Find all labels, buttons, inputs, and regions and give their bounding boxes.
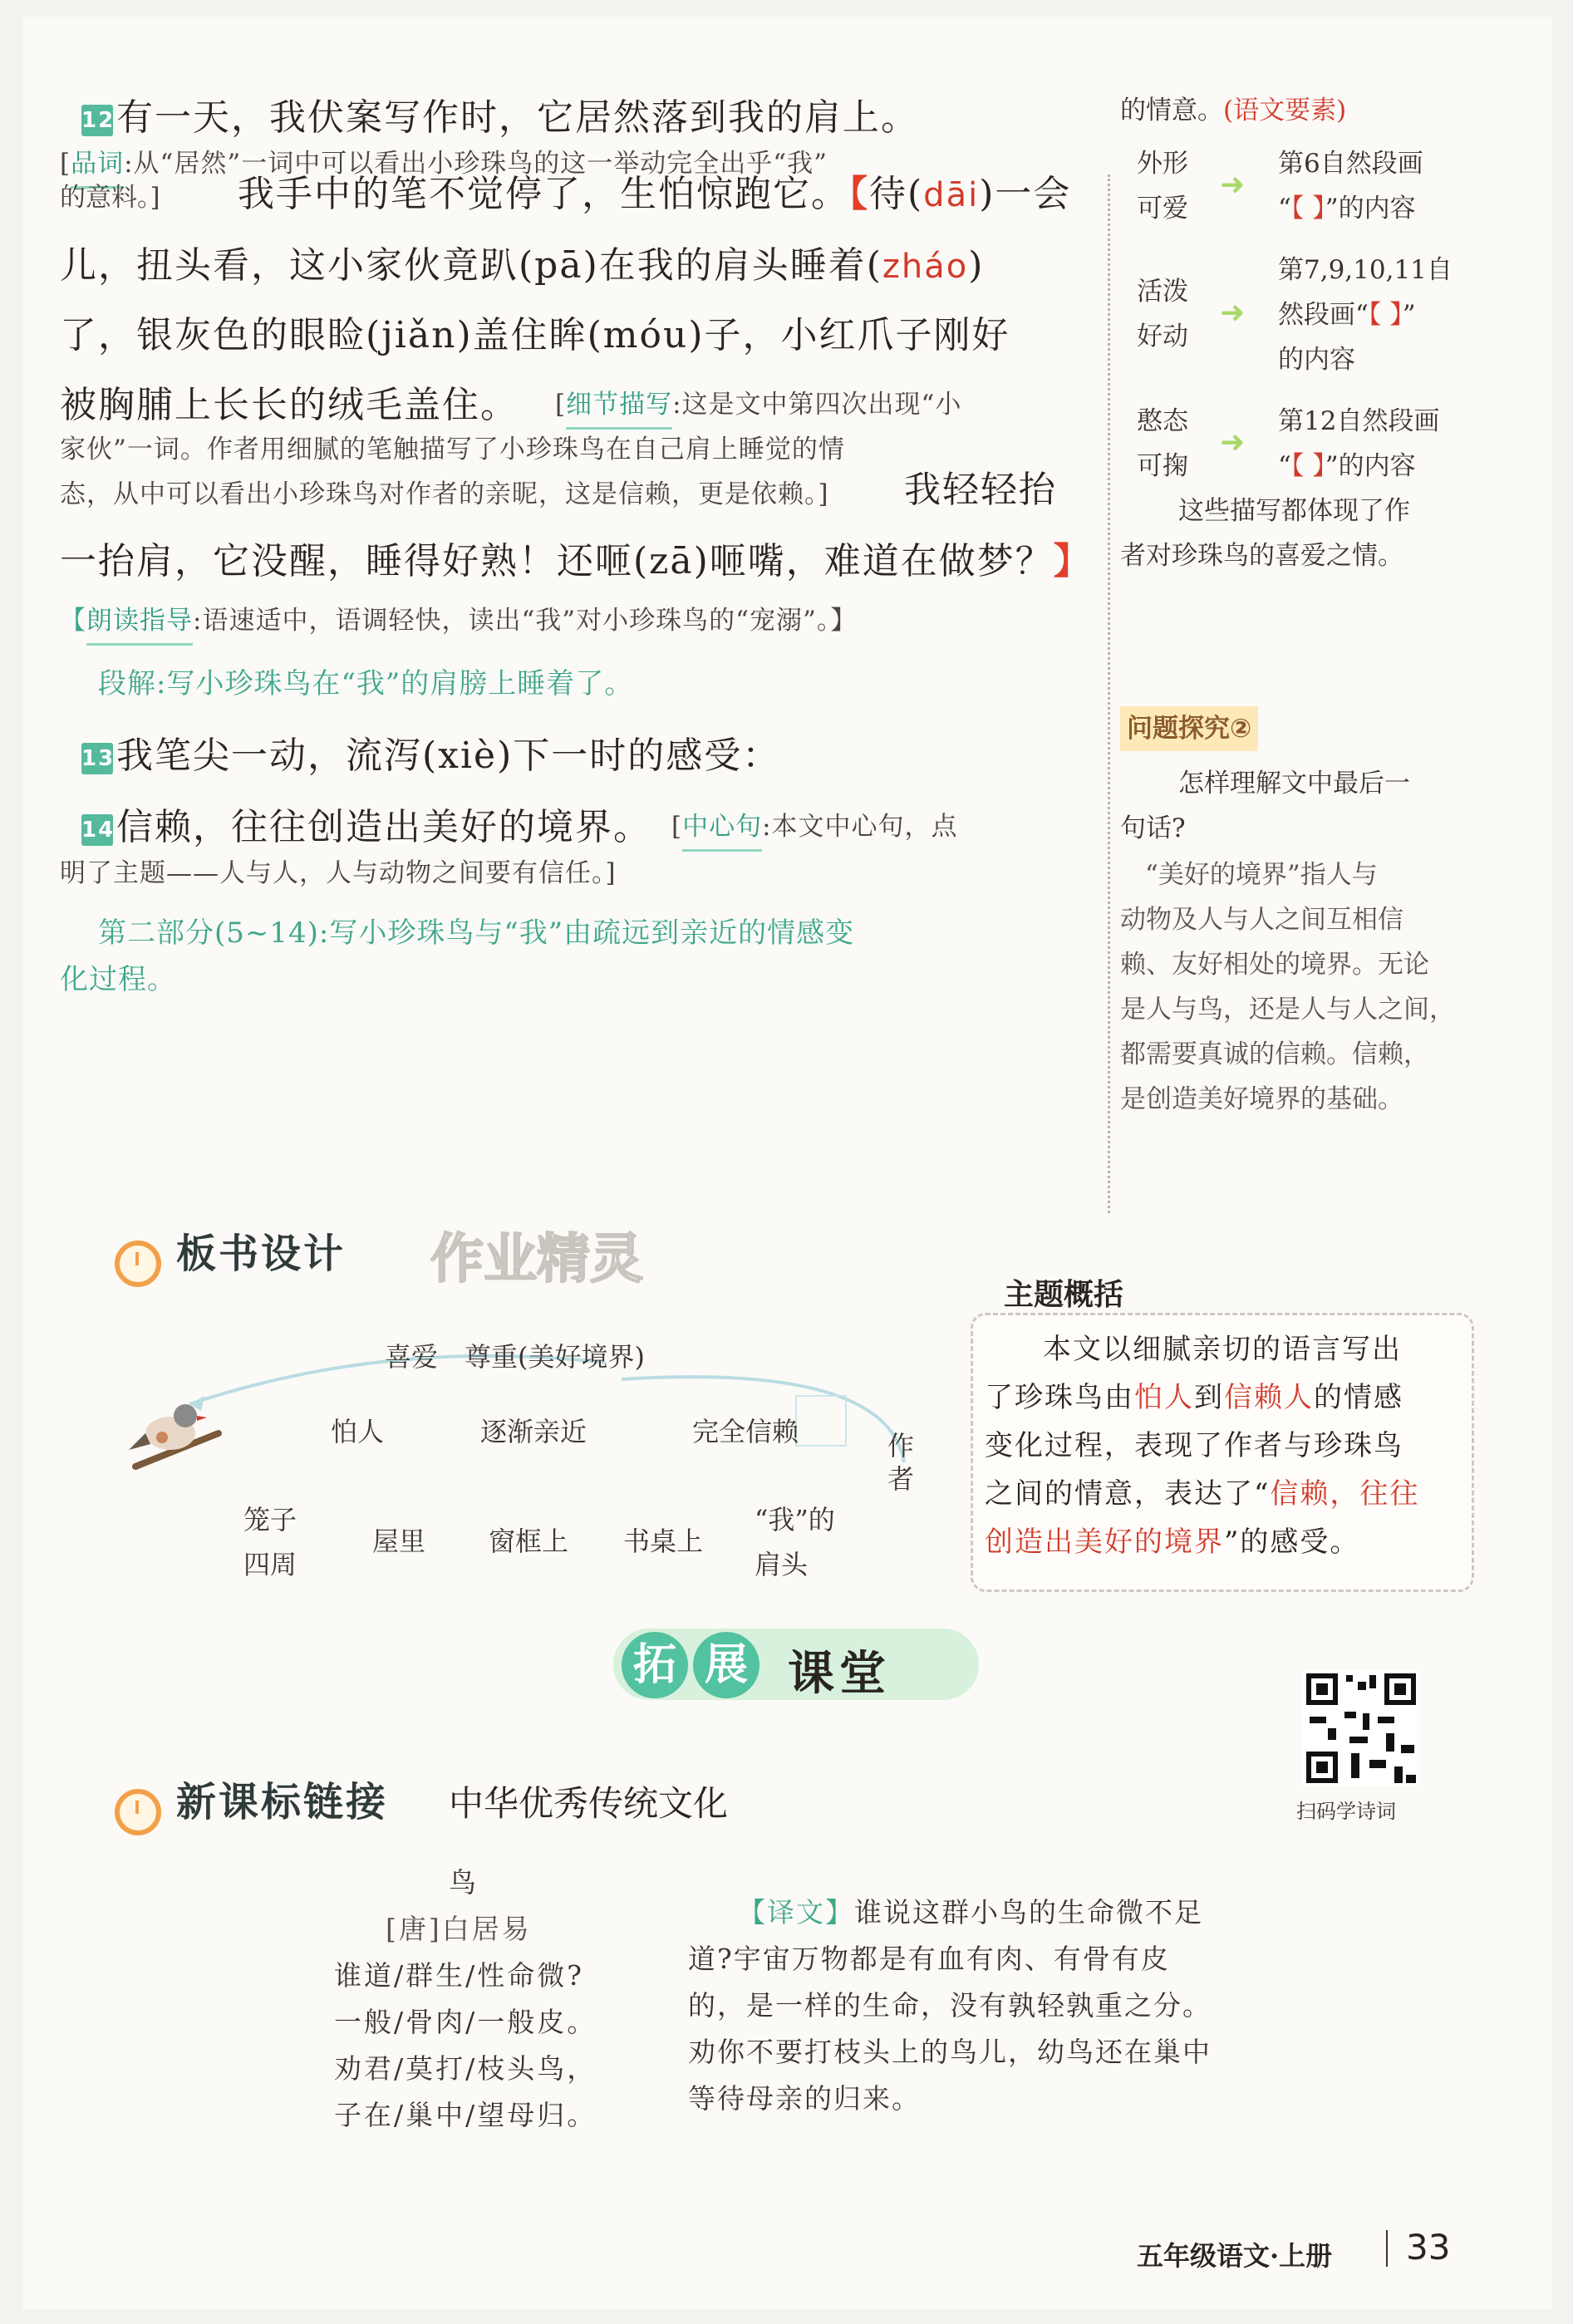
paragraph-number: 12 — [81, 105, 113, 136]
link-heading: 新课标链接 — [115, 1770, 388, 1835]
tag-reading: 朗读指导 — [86, 598, 193, 646]
board-bottom: 书桌上 — [623, 1526, 704, 1557]
board-bottom: 窗框上 — [489, 1526, 569, 1557]
answer-line: “美好的境界”指人与 — [1145, 860, 1378, 890]
board-bottom: 屋里 — [372, 1526, 426, 1557]
para14: 14信赖，往往创造出美好的境界。 — [81, 806, 651, 848]
banner-char: 展 — [693, 1632, 759, 1698]
note-center-2: 明了主题——人与人，人与动物之间要有信任。] — [60, 858, 617, 888]
qr-caption: 扫码学诗词 — [1296, 1800, 1396, 1823]
answer-line: 是人与鸟，还是人与人之间， — [1120, 995, 1455, 1024]
question-title: 问题探究② — [1120, 706, 1258, 751]
arrow-icon: ➜ — [1220, 296, 1246, 330]
footer-divider — [1386, 2230, 1388, 2267]
answer-line: 动物及人与人之间互相信 — [1120, 905, 1403, 935]
tag-center: 中心句 — [682, 804, 762, 852]
bird-icon — [127, 1388, 227, 1479]
board-bottom: “我”的肩头 — [755, 1504, 835, 1580]
banner-char: 拓 — [622, 1632, 688, 1698]
tag-detail: 细节描写 — [566, 382, 672, 430]
question-line2: 句话? — [1120, 813, 1186, 843]
poem-title: 鸟 — [449, 1866, 479, 1899]
board-heading: 板书设计 — [115, 1221, 346, 1287]
note-pinci-end: 的意料。] — [60, 183, 160, 213]
board-bottom: 笼子四周 — [243, 1504, 297, 1580]
expand-banner — [613, 1629, 979, 1712]
para12-line5b: 我轻轻抬 — [904, 469, 1057, 511]
para12-line1: 12有一天，我伏案写作时，它居然落到我的肩上。 — [81, 96, 919, 139]
duanjie: 段解:写小珍珠鸟在“我”的肩膀上睡着了。 — [98, 667, 634, 700]
para12-line3: 儿，扭头看，这小家伙竟趴(pā)在我的肩头睡着(zháo) — [60, 244, 985, 287]
note-detail-3: 态，从中可以看出小珍珠鸟对作者的亲昵，这是信赖，更是依赖。] — [60, 479, 829, 509]
para12-line2: 我手中的笔不觉停了，生怕惊跑它。【待(dāi)一会 — [238, 173, 1072, 215]
board-mid: 逐渐亲近 — [480, 1416, 587, 1447]
translation-line: 的，是一样的生命，没有孰轻孰重之分。 — [688, 1989, 1212, 2022]
board-mid: 怕人 — [331, 1416, 385, 1447]
part2-line1: 第二部分(5~14):写小珍珠鸟与“我”由疏远到亲近的情感变 — [98, 916, 855, 950]
footer-book: 五年级语文·上册 — [1137, 2240, 1333, 2272]
arrow-icon: ➜ — [1220, 168, 1246, 202]
note-center: [中心句:本文中心句，点 — [671, 804, 1104, 852]
translation-line1: 【译文】谁说这群小鸟的生命微不足 — [738, 1896, 1203, 1928]
translation-line: 劝你不要打枝头上的鸟儿，幼鸟还在巢中 — [688, 2036, 1212, 2068]
answer-line: 是创造美好境界的基础。 — [1120, 1084, 1403, 1114]
question-line1: 怎样理解文中最后一 — [1178, 769, 1410, 798]
board-author: 作者 — [887, 1430, 915, 1495]
poem-author: [唐]白居易 — [386, 1913, 532, 1945]
qr-code-icon[interactable] — [1303, 1670, 1419, 1786]
note-detail-2: 家伙”一词。作者用细腻的笔触描写了小珍珠鸟在自己肩上睡觉的情 — [60, 435, 845, 464]
para13: 13我笔尖一动，流泻(xiè)下一时的感受： — [81, 735, 781, 777]
theme-title: 主题概括 — [1004, 1271, 1123, 1320]
watermark: 作业精灵 — [430, 1229, 643, 1290]
side-top: 的情意。(语文要素) — [1120, 96, 1347, 125]
theme-box: 本文以细腻亲切的语言写出 了珍珠鸟由怕人到信赖人的情感 变化过程，表现了作者与珍珠鸟 之间的情意，表达了“信赖，往往 创造出美好的境界”的感受。 — [971, 1313, 1474, 1592]
para12-line5: 被胸脯上长长的绒毛盖住。 — [60, 384, 519, 426]
side-summary-1: 这些描写都体现了作 — [1178, 496, 1410, 526]
clock-icon — [115, 1789, 161, 1835]
page-number: 33 — [1406, 2227, 1451, 2267]
answer-line: 赖、友好相处的境界。无论 — [1120, 950, 1429, 980]
answer-line: 都需要真诚的信赖。信赖， — [1120, 1039, 1429, 1069]
para12-line4: 了，银灰色的眼睑(jiǎn)盖住眸(móu)子，小红爪子刚好 — [60, 314, 1010, 356]
clock-icon — [115, 1241, 161, 1287]
translation-line: 道?宇宙万物都是有血有肉、有骨有皮 — [688, 1943, 1170, 1975]
page: 12有一天，我伏案写作时，它居然落到我的肩上。 [品词:从“居然”一词中可以看出小珍珠鸟的这一举动完全出乎“我” 的意料。] 我手中的笔不觉停了，生怕惊跑它。【待(dāi)一会 儿，扭头看，这小家伙竟趴(pā)在我的肩头睡着(zháo) 了，银灰色的眼睑(jiǎn)盖住眸(móu)子，小红爪子刚好 被胸脯上长长的绒毛盖住。 [细节描写:这是文中第四次出现“小 家伙”一词。作者用细腻的笔触描写了小珍珠鸟在自己肩上睡觉的情 态，从中可以看出小珍珠鸟对作者的亲昵，这是信赖，更是依赖。] 我轻轻抬 一抬肩，它没醒，睡得好熟！还咂(zā)咂嘴，难道在做梦？】 【朗读指导:语速适中，语调轻快，读出“我”对小珍珠鸟的“宠溺”。】 段解:写小珍珠鸟在“我”的肩膀上睡着了。 13我笔尖一动，流泻(xiè)下一时的感受： 14信赖，往往创造出美好的境界。 [中心句:本文中心句，点 明了主题——人与人，人与动物之间要有信任。] 第二部分(5~14):写小珍珠鸟与“我”由疏远到亲近的情感变 化过程。 的情意。(语文要素) 外形 可爱 ➜ 第6自然段画 “【 】”的内容 活泼 好动 ➜ 第7,9,10,11自 然段画“【 】” 的内容 憨态 可掬 ➜ 第12自然段画 “【 】”的内容 这些描写都体现了作 者对珍珠鸟的喜爱之情。 问题探究② 怎样理解文中最后一 句话? “美好的境界”指人与 动物及人与人之间互相信 赖、友好相处的境界。无论 是人与鸟，还是人与人之间， 都需要真诚的信赖。信赖， 是创造美好境界的基础。 板书设计 作业精灵 喜爱 尊重(美好境界) 怕人 逐渐亲近 完全信赖 作者 笼子四周 屋里 窗框上 书桌上 “我”的肩头 主题概括 本文以细腻亲切的语言写出 了珍珠鸟由怕人到信赖人的情感 变化过程，表现了作者与珍珠鸟 之间的情意，表达了“信赖，往往 创造出美好的境界”的感受。 拓 展 课堂 新课标链接 中华优秀传统文化 扫码学诗词 鸟 [唐]白居易 谁道/群生/性命微? 一般/骨肉/一般皮。 劝君/莫打/枝头鸟， 子在/巢中/望母归。 【译文】谁说这群小鸟的生命微不足 道?宇宙万物都是有血有肉、有骨有皮 的，是一样的生命，没有孰轻孰重之分。 劝你不要打枝头上的鸟儿，幼鸟还在巢中 等待母亲的归来。 五年级语文·上册 33 — [23, 17, 1552, 2310]
arrow-icon: ➜ — [1220, 425, 1246, 459]
banner-text: 课堂 — [788, 1647, 891, 1701]
poem-line: 子在/巢中/望母归。 — [334, 2099, 597, 2131]
translation-line: 等待母亲的归来。 — [688, 2082, 921, 2115]
side-summary-2: 者对珍珠鸟的喜爱之情。 — [1120, 541, 1403, 571]
translation-tag: 【译文】 — [738, 1896, 854, 1928]
part2-line2: 化过程。 — [60, 963, 176, 996]
link-subtitle: 中华优秀传统文化 — [449, 1783, 729, 1824]
board-mid: 完全信赖 — [692, 1416, 799, 1447]
tag-pinci: 品词 — [71, 141, 124, 189]
note-pinci: [品词:从“居然”一词中可以看出小珍珠鸟的这一举动完全出乎“我” — [60, 141, 1090, 189]
column-divider — [1108, 174, 1110, 1213]
para12-line6: 一抬肩，它没醒，睡得好熟！还咂(zā)咂嘴，难道在做梦？】 — [60, 540, 1092, 582]
poem-line: 劝君/莫打/枝头鸟， — [334, 2052, 597, 2085]
poem-line: 谁道/群生/性命微? — [334, 1959, 584, 1992]
note-reading: 【朗读指导:语速适中，语调轻快，读出“我”对小珍珠鸟的“宠溺”。】 — [60, 598, 857, 646]
poem-line: 一般/骨肉/一般皮。 — [334, 2006, 597, 2038]
bracket-box — [796, 1396, 846, 1446]
note-detail: [细节描写:这是文中第四次出现“小 — [555, 382, 1087, 430]
board-top: 喜爱 尊重(美好境界) — [385, 1341, 645, 1373]
